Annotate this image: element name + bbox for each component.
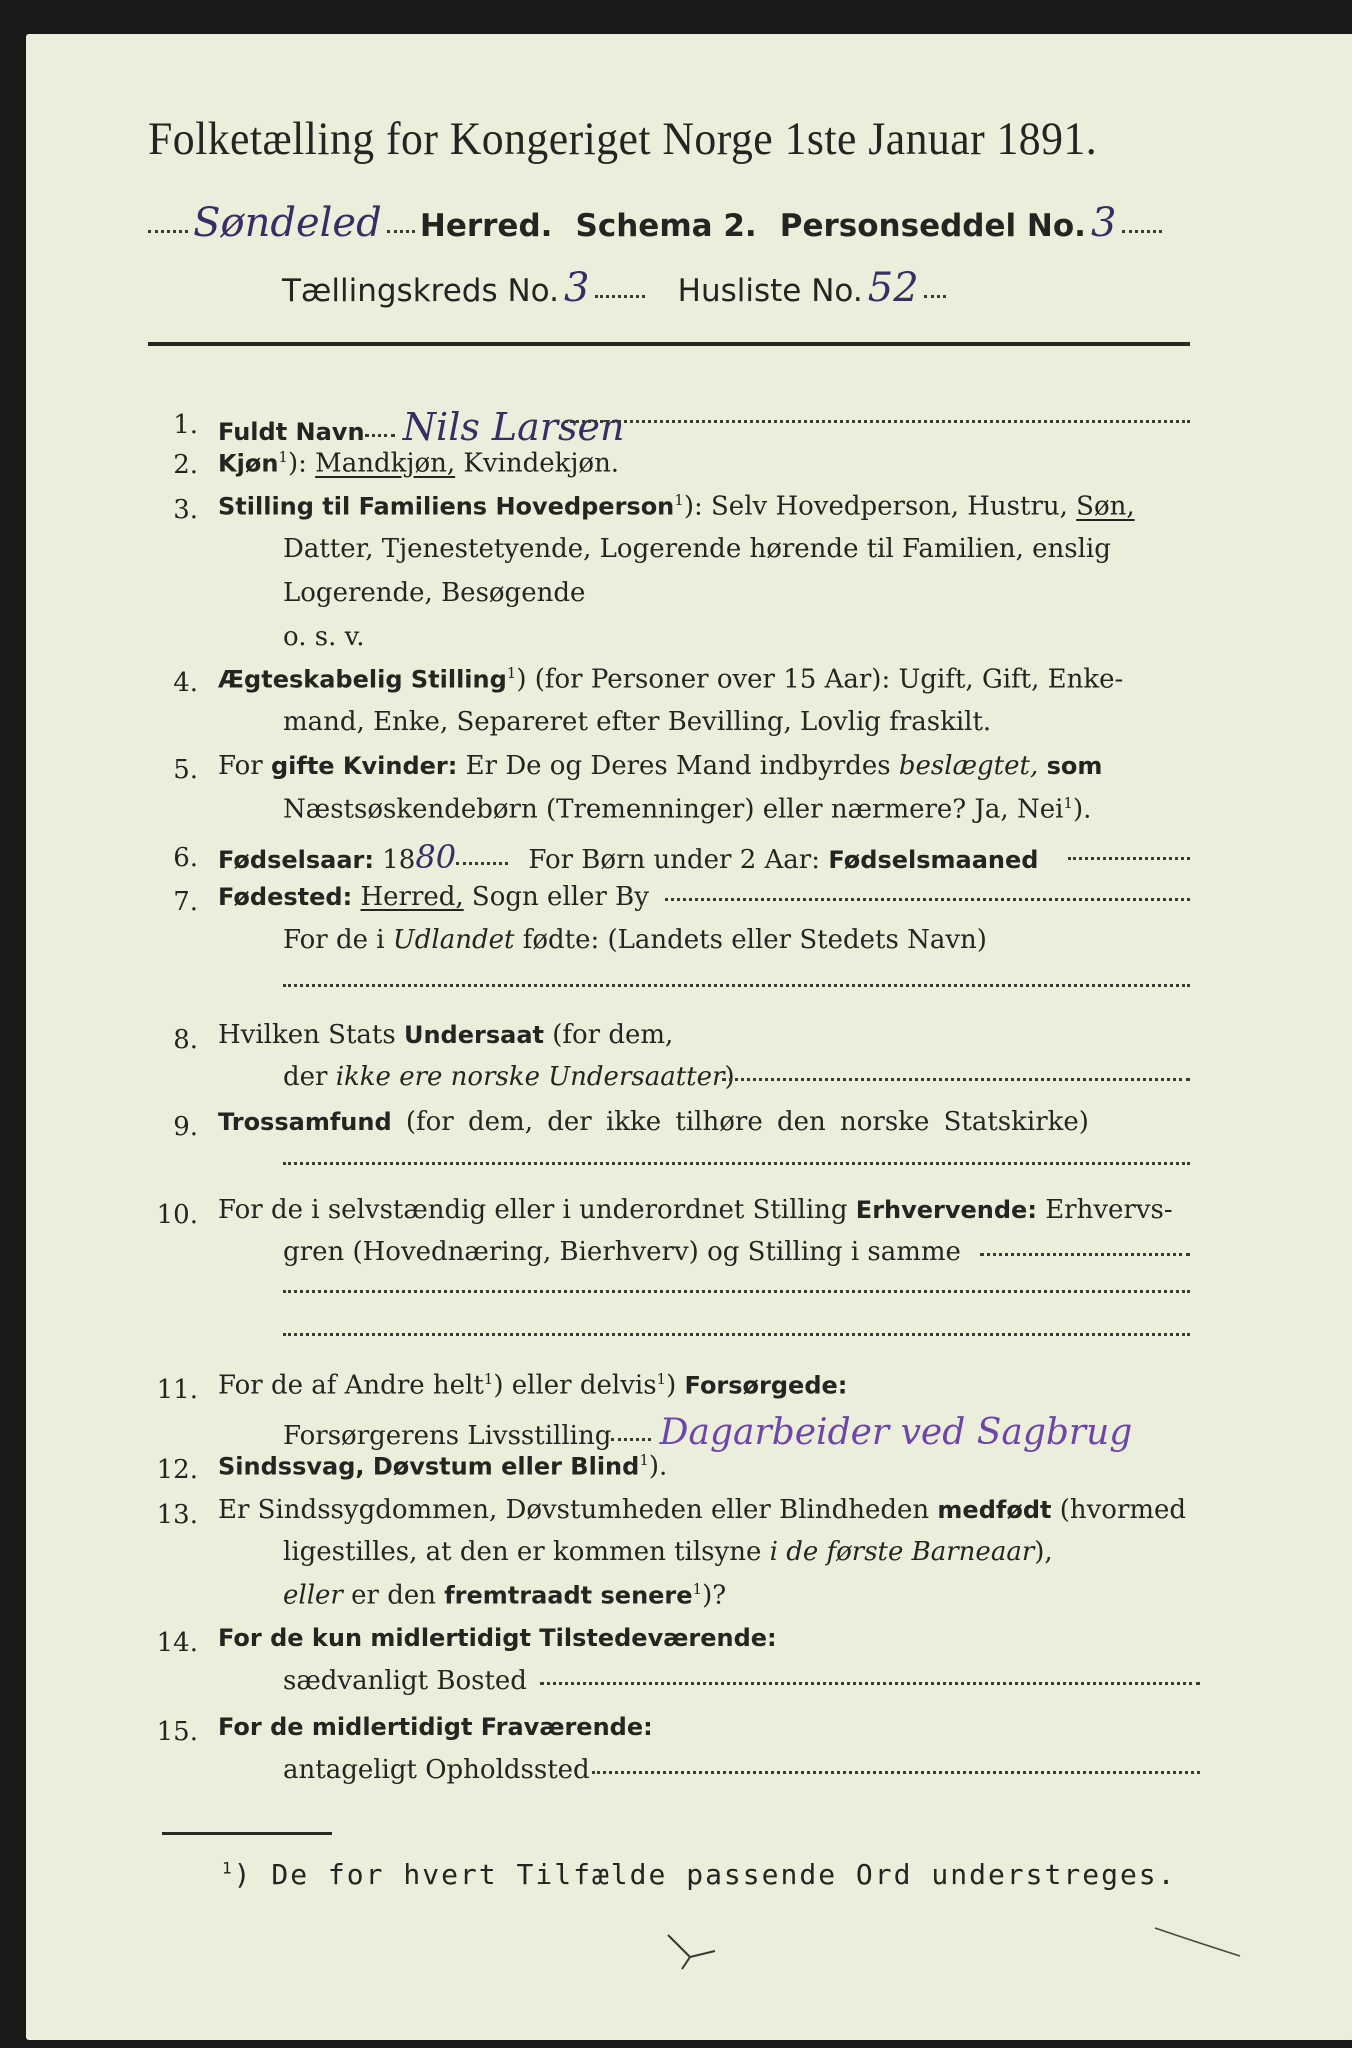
pen-mark-right: [1150, 1920, 1250, 1960]
q14-number: 14.: [156, 1628, 198, 1658]
q7-line2a: For de i: [283, 925, 393, 955]
q6-line: [218, 838, 1038, 876]
q11-label: Forsørgede:: [684, 1371, 848, 1400]
q8-line2c: ): [724, 1062, 735, 1092]
q11-sup-1: 1: [483, 1370, 494, 1388]
q10-text-b: Erhvervs-: [1036, 1195, 1173, 1225]
q5-label: gifte Kvinder:: [270, 752, 458, 780]
q13-line3d: )?: [702, 1580, 727, 1611]
q5-sup: 1: [1063, 794, 1073, 812]
q8-dotted-line: [722, 1078, 1190, 1081]
header-herred-line: [148, 200, 1162, 246]
q13-fremtraadt: fremtraadt senere: [444, 1581, 693, 1610]
q5-som: som: [1038, 752, 1103, 780]
q14-dotted-line: [540, 1682, 1200, 1685]
q2-number: 2.: [173, 450, 198, 480]
q4-line1: [218, 664, 1123, 695]
q13-text: Er Sindssygdommen, Døvstumheden eller Blindheden: [218, 1495, 938, 1525]
husliste-label: Husliste No.: [677, 273, 863, 309]
q11-line2: [283, 1412, 1132, 1453]
q2-sep: ):: [287, 448, 307, 479]
footnote-sup: 1: [222, 1858, 234, 1878]
q7-line2c: fødte: (Landets eller Stedets Navn): [514, 925, 987, 955]
q13-text-b: (hvormed: [1051, 1495, 1187, 1525]
q10-line1: [218, 1195, 1173, 1225]
q7-line1: [218, 882, 649, 912]
q4-line2: mand, Enke, Separeret efter Bevilling, Lovlig fraskilt.: [283, 707, 992, 737]
form-title: Folketælling for Kongeriget Norge 1ste Januar 1891.: [148, 113, 1098, 165]
q4-sup: 1: [506, 664, 517, 682]
q6-birthyear-value: 80: [415, 838, 457, 876]
q15-label: For de midlertidigt Fraværende:: [218, 1713, 653, 1741]
q12-label: Sindssvag, Døvstum eller Blind: [218, 1452, 640, 1481]
q8-text: Hvilken Stats: [218, 1020, 404, 1050]
q9-text: (for dem, der ikke tilhøre den norske Statskirke): [391, 1107, 1089, 1137]
q1-name-value: Nils Larsen: [402, 405, 625, 449]
q11-text-c: ): [666, 1370, 685, 1401]
q12-end: ).: [648, 1451, 668, 1482]
q3-line2: Datter, Tjenestetyende, Logerende hørende til Familien, enslig: [283, 534, 1111, 564]
q3-number: 3.: [173, 495, 198, 525]
q6-text: For Børn under 2 Aar:: [528, 845, 820, 875]
q15-line2: antageligt Opholdssted: [283, 1755, 590, 1785]
q13-line2: [283, 1537, 1053, 1567]
q11-number: 11.: [156, 1375, 198, 1405]
q11-line2-text: Forsørgerens Livsstilling: [283, 1421, 612, 1451]
q7-text: Sogn eller By: [463, 882, 649, 912]
header-kreds-line: [282, 265, 946, 311]
q5-beslaegtet: beslægtet,: [898, 751, 1039, 781]
q5-line1: [218, 751, 1102, 781]
q6-number: 6.: [173, 843, 198, 873]
q3-sup: 1: [674, 491, 684, 509]
q10-line2: gren (Hovednæring, Bierhverv) og Stilling i samme: [283, 1237, 961, 1267]
herred-handwritten: Søndeled: [193, 200, 382, 246]
q5-text: Er De og Deres Mand indbyrdes: [457, 751, 891, 781]
q8-label: Undersaat: [403, 1021, 544, 1049]
husliste-handwritten: 52: [867, 265, 919, 311]
q12-number: 12.: [156, 1455, 198, 1485]
q8-number: 8.: [173, 1025, 198, 1055]
q9-label: Trossamfund: [218, 1108, 392, 1136]
q5-end: ).: [1072, 794, 1092, 825]
footnote: [222, 1858, 1177, 1891]
q10-label: Erhvervende:: [855, 1196, 1037, 1224]
q2-label: Kjøn: [218, 449, 279, 478]
q15-number: 15.: [156, 1717, 198, 1747]
q12-line: [218, 1451, 667, 1482]
footnote-rule: [162, 1832, 332, 1835]
q5-number: 5.: [173, 755, 198, 785]
q15-dotted-line: [592, 1771, 1200, 1774]
q13-label: medfødt: [937, 1496, 1052, 1524]
q10-number: 10.: [156, 1200, 198, 1230]
q7-answer-line: [283, 984, 1190, 987]
q13-line2a: ligestilles, at den er kommen tilsyne: [283, 1537, 770, 1567]
header-divider: [148, 342, 1190, 346]
q3-line3: Logerende, Besøgende: [283, 578, 586, 608]
q14-line2: sædvanligt Bosted: [283, 1666, 527, 1696]
pen-mark: [660, 1925, 740, 1975]
q8-line1: [218, 1020, 673, 1050]
q13-line3b: er den: [342, 1580, 445, 1611]
q14-label: For de kun midlertidigt Tilstedeværende:: [218, 1624, 777, 1652]
kreds-handwritten: 3: [564, 265, 590, 311]
q11-occupation-value: Dagarbeider ved Sagbrug: [659, 1412, 1133, 1453]
q8-text-b: (for dem,: [543, 1020, 674, 1050]
q6-dotted-line: [1068, 857, 1190, 860]
q6-maaned-label: Fødselsmaaned: [820, 846, 1039, 874]
q13-line1: [218, 1495, 1186, 1525]
q10-dotted-line: [980, 1253, 1190, 1256]
q3-line4: o. s. v.: [283, 622, 365, 652]
q10-text: For de i selvstændig eller i underordnet Stilling: [218, 1195, 856, 1225]
q15-line1: [218, 1712, 653, 1742]
personseddel-handwritten: 3: [1091, 200, 1117, 246]
q13-line2c: ),: [1034, 1537, 1053, 1567]
q13-number: 13.: [156, 1500, 198, 1530]
q3-text: ): Selv Hovedperson, Hustru,: [683, 491, 1068, 522]
q8-undersaatter: ikke ere norske Undersaatter: [335, 1062, 725, 1092]
q2-option-kvindekjon: Kvindekjøn.: [463, 448, 620, 479]
q3-option-son: Søn,: [1076, 491, 1135, 522]
q13-line3: eller er den fremtraadt senere$^1$)?: [283, 1580, 727, 1611]
footnote-text: ) De for hvert Tilfælde passende Ord understreges.: [233, 1858, 1177, 1891]
q1-label: Fuldt Navn: [218, 418, 365, 446]
q7-label: Fødested:: [218, 883, 353, 911]
q1-number: 1.: [173, 410, 198, 440]
q11-text: For de af Andre helt: [218, 1370, 484, 1401]
q11-text-b: ) eller delvis: [493, 1370, 657, 1401]
personseddel-label: Personseddel No.: [779, 208, 1086, 244]
q7-number: 7.: [173, 887, 198, 917]
q5-line2-text: Næstsøskendebørn (Tremenninger) eller nærmere? Ja, Nei: [283, 794, 1064, 825]
q8-line2a: der: [283, 1062, 336, 1092]
q3-label: Stilling til Familiens Hovedperson: [218, 492, 675, 521]
q9-line1: [218, 1107, 1089, 1137]
q11-line1: [218, 1370, 847, 1401]
q14-line1: [218, 1623, 777, 1653]
q11-sup-2: 1: [656, 1370, 667, 1388]
q4-text: ) (for Personer over 15 Aar): Ugift, Gift, Enke-: [516, 664, 1124, 695]
q2-line: [218, 448, 619, 479]
q4-label: Ægteskabelig Stilling: [218, 665, 507, 694]
q7-udlandet: Udlandet: [392, 925, 515, 955]
q2-sup: 1: [278, 448, 288, 466]
q7-line2: [283, 925, 987, 955]
q1-line: [218, 405, 624, 449]
q4-number: 4.: [173, 668, 198, 698]
q7-dotted-line: [665, 898, 1190, 901]
q13-barneaar: i de første Barneaar: [769, 1537, 1035, 1567]
q9-number: 9.: [173, 1112, 198, 1142]
kreds-label: Tællingskreds No.: [282, 273, 559, 309]
q6-prefix: 18: [374, 845, 416, 875]
q8-line2: [283, 1062, 735, 1092]
q5-line2: [283, 794, 1091, 825]
q5-for: For: [218, 751, 263, 781]
schema-label: Schema 2.: [575, 208, 757, 244]
q10-answer-line-1: [283, 1290, 1190, 1293]
q12-sup: 1: [639, 1451, 649, 1469]
q3-line1: [218, 491, 1135, 522]
q9-answer-line: [283, 1162, 1190, 1165]
q7-option-herred: Herred,: [360, 882, 464, 912]
q6-label: Fødselsaar:: [218, 846, 374, 874]
q1-dotted-line: [565, 420, 1190, 423]
q2-option-mandkjon: Mandkjøn,: [315, 448, 456, 479]
q13-eller: eller: [283, 1580, 343, 1611]
q10-answer-line-2: [283, 1333, 1190, 1336]
herred-label: Herred.: [419, 208, 553, 244]
